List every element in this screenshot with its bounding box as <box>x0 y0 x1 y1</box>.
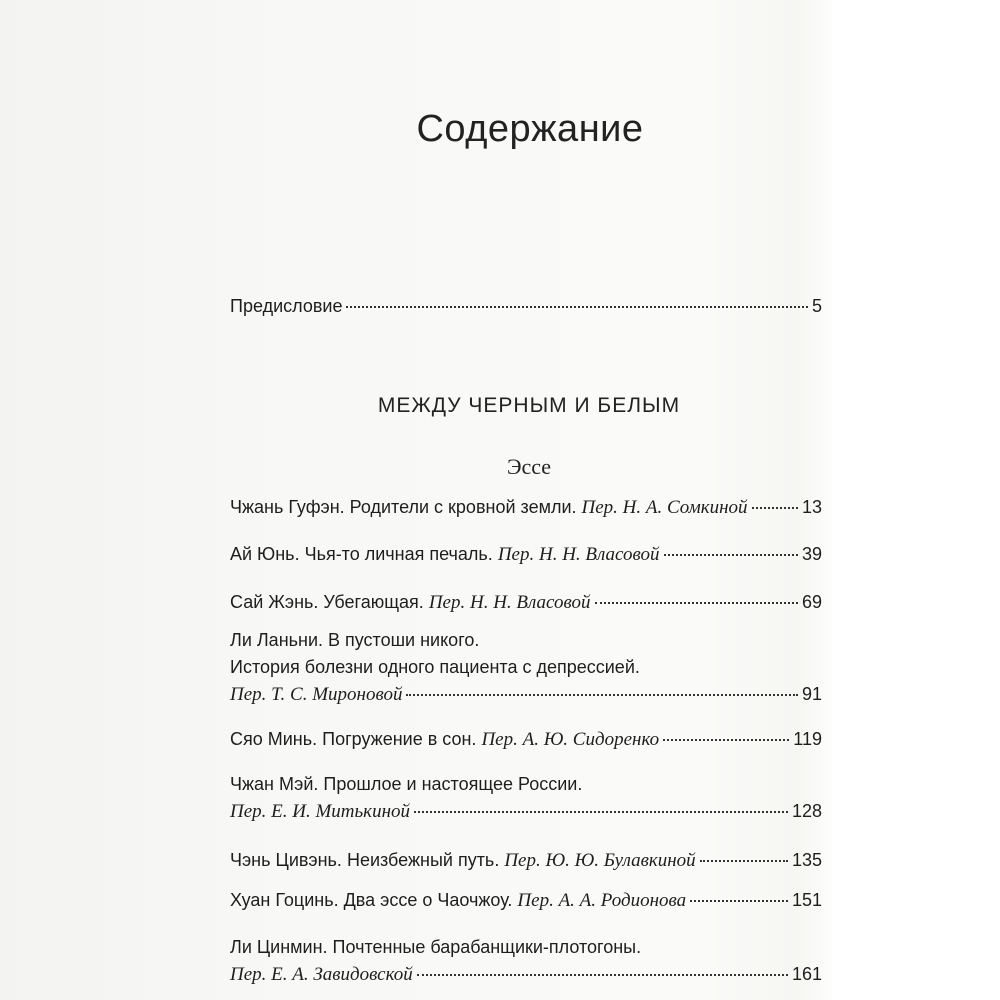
entry-title: Предисловие <box>230 296 343 316</box>
dot-leader <box>595 602 798 604</box>
toc-entry <box>230 494 822 521</box>
translator: Пер. Н. А. Сомкиной <box>581 497 748 518</box>
page-number: 13 <box>801 497 822 517</box>
translator: Пер. Т. С. Мироновой <box>230 684 403 705</box>
translator: Пер. Е. И. Митькиной <box>230 801 410 822</box>
page-number: 151 <box>791 890 822 910</box>
translator: Пер. А. А. Родионова <box>517 890 687 911</box>
toc-entry <box>230 887 822 914</box>
page-number: 135 <box>791 850 822 870</box>
dot-leader <box>690 900 788 902</box>
page-number: 5 <box>811 296 822 316</box>
dot-leader <box>417 974 788 976</box>
translator: Пер. Ю. Ю. Булавкиной <box>504 850 696 871</box>
entry-title-line: Чжан Мэй. Прошлое и настоящее России. <box>230 774 583 794</box>
subsection-heading: Эссе <box>506 454 552 479</box>
dot-leader <box>346 306 808 308</box>
entry-title: Сяо Минь. Погружение в сон. <box>230 729 482 749</box>
dot-leader <box>752 507 798 509</box>
page-number: 128 <box>791 801 822 821</box>
toc-entry <box>230 771 822 825</box>
page-number: 91 <box>801 684 822 704</box>
toc-entry <box>230 541 822 568</box>
translator: Пер. Н. Н. Власовой <box>428 592 591 613</box>
page-title: Содержание <box>416 108 644 150</box>
page-number: 39 <box>801 544 822 564</box>
page-number: 161 <box>791 964 822 984</box>
entry-title: Ай Юнь. Чья-то личная печаль. <box>230 544 498 564</box>
dot-leader <box>414 811 788 813</box>
translator: Пер. Е. А. Завидовской <box>230 964 413 985</box>
dot-leader <box>406 694 798 696</box>
entry-title: Чэнь Цивэнь. Неизбежный путь. <box>230 850 505 870</box>
toc-entry <box>230 726 822 753</box>
toc-entry <box>230 847 822 874</box>
entry-title: Сай Жэнь. Убегающая. <box>230 592 429 612</box>
entry-title-line: Ли Цинмин. Почтенные барабанщики-плотогоны. <box>230 937 642 957</box>
toc-entry-preface <box>230 293 822 320</box>
dot-leader <box>663 739 789 741</box>
section-heading: МЕЖДУ ЧЕРНЫМ И БЕЛЫМ <box>377 394 681 417</box>
toc-entry <box>230 627 822 708</box>
translator: Пер. Н. Н. Власовой <box>497 544 660 565</box>
entry-title: Чжань Гуфэн. Родители с кровной земли. <box>230 497 582 517</box>
dot-leader <box>664 554 798 556</box>
dot-leader <box>700 860 788 862</box>
entry-title-line: История болезни одного пациента с депрессией. <box>230 657 640 677</box>
toc-entry <box>230 934 822 988</box>
translator: Пер. А. Ю. Сидоренко <box>481 729 660 750</box>
entry-title-line: Ли Ланьни. В пустоши никого. <box>230 630 480 650</box>
toc-entry <box>230 589 822 616</box>
page-number: 119 <box>793 729 822 749</box>
entry-title: Хуан Гоцинь. Два эссе о Чаочжоу. <box>230 890 518 910</box>
page-number: 69 <box>801 592 822 612</box>
